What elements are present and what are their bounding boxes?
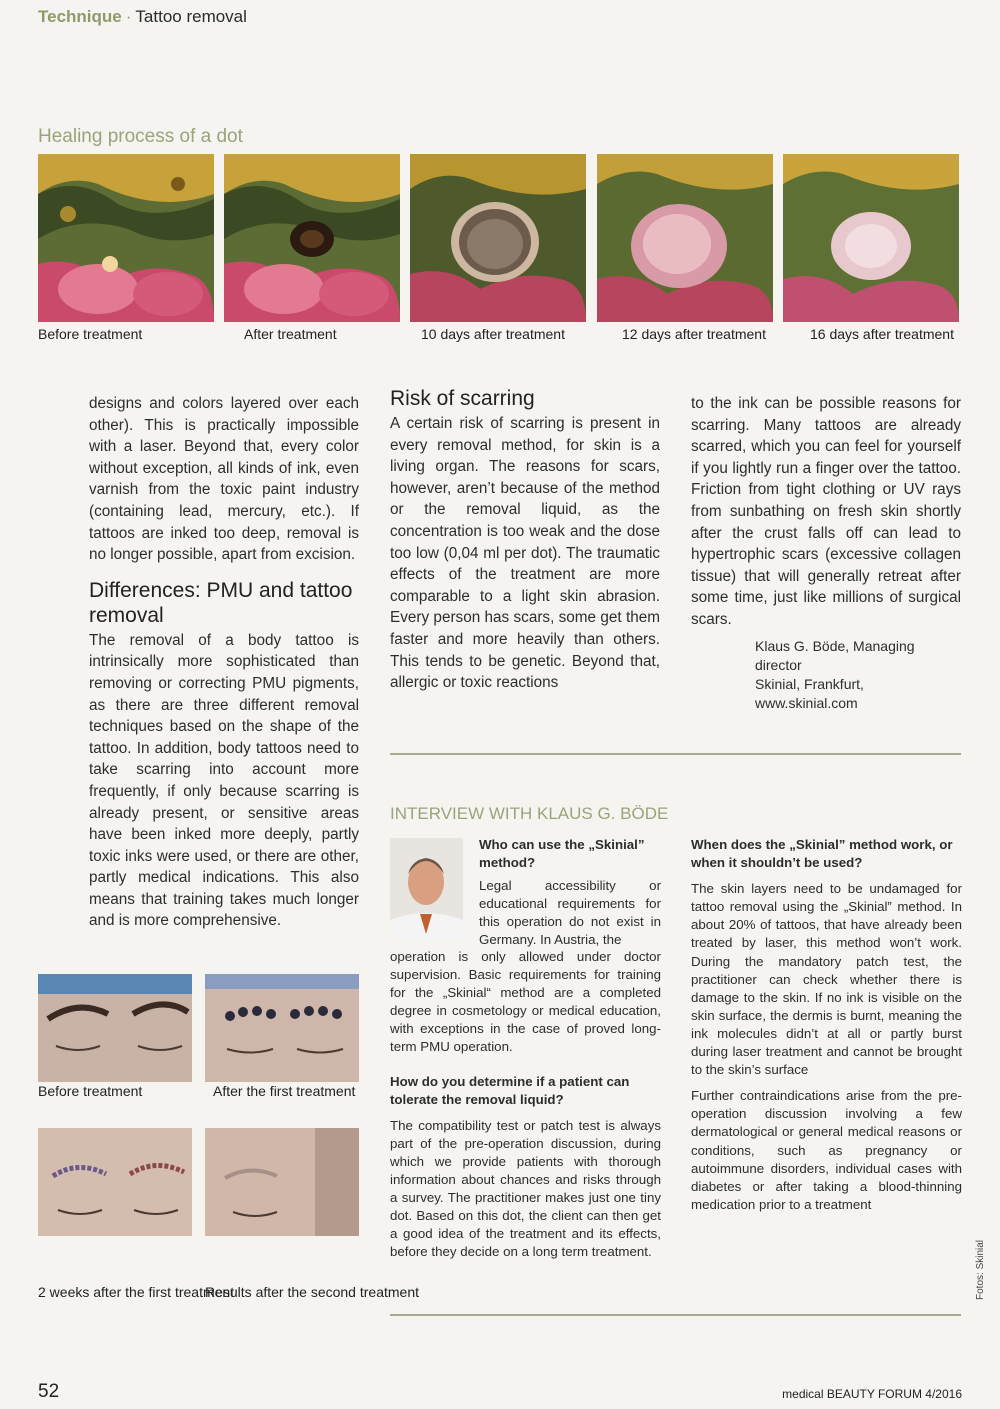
col2-paragraph-1: A certain risk of scarring is present in every removal method, for skin is a living organ. The reasons for scars, however, aren’t because of the method or the removal liquid, as the concentration is too weak and the dose too low (0,04 ml per dot). The traumatic effects of the treatment are more comparable to a light skin abrasion. Every person has scars, some get them faster and more heavily than others. This tends to be genetic. Beyond that, allergic or toxic reactions bbox=[390, 415, 660, 692]
answer-1b: operation is only allowed under doctor supervision. Basic requirements for training for the „Skinial“ method are a completed degree in cosmetology or medical education, with exceptions in the case of proved long-term PMU operation. bbox=[390, 949, 661, 1055]
question-2: How do you determine if a patient can tolerate the removal liquid? bbox=[390, 1073, 630, 1107]
brow-photo-after-first bbox=[205, 974, 359, 1082]
tattoo-photo-12days bbox=[597, 154, 773, 322]
section-label: Technique bbox=[38, 7, 122, 26]
answer-4: Further contraindications arise from the pre-operation discussion involving a few dermatological or general medical reasons or conditions, such as pregnancy or autoimmune disorders, individual cases with diabetes or after taking a blood-thinning medication prior to a treatment bbox=[691, 1088, 962, 1212]
brow-photo-before bbox=[38, 974, 192, 1082]
tattoo-photo-16days bbox=[783, 154, 959, 322]
header-separator: · bbox=[125, 7, 132, 26]
photo-credit: Fotos: Skinial bbox=[975, 1239, 986, 1300]
brow-caption-2weeks: 2 weeks after the first treatment bbox=[38, 1284, 235, 1300]
question-1: Who can use the „Skinial” method? bbox=[479, 837, 645, 871]
portrait-photo bbox=[390, 838, 463, 940]
column-2 bbox=[390, 386, 660, 694]
page-number: 52 bbox=[38, 1381, 60, 1402]
caption-12days: 12 days after treatment bbox=[622, 326, 766, 342]
interview-block-1-wide bbox=[390, 948, 661, 1270]
col2-heading: Risk of scarring bbox=[390, 387, 535, 410]
column-3 bbox=[691, 393, 961, 713]
column-1 bbox=[89, 393, 359, 932]
answer-2: The compatibility test or patch test is always part of the pre-operation discussion, during which we provide patients with thorough information about chances and risks through a survey. The practitioner makes just one tiny dot. Based on this dot, the client can then get a good idea of the treatment and its effects, before they decide on a long term treatment. bbox=[390, 1117, 661, 1260]
brow-photo-2weeks bbox=[38, 1128, 192, 1236]
tattoo-photo-before bbox=[38, 154, 214, 322]
col1-heading: Differences: PMU and tattoo removal bbox=[89, 578, 353, 627]
brow-caption-before: Before treatment bbox=[38, 1083, 143, 1099]
col1-paragraph-2: The removal of a body tattoo is intrinsically more sophisticated than removing or correcting PMU pigments, as there are three different removal techniques based on the shape of the tattoo. In addition, body tattoos need to take scarring into account more frequently, if only because scarring is already present, or sensitive areas have been inked more deeply, partly toxic inks were used, or there are other, partly medical indications. This also means that training takes much longer and is more comprehensive. bbox=[89, 631, 359, 930]
caption-after: After treatment bbox=[244, 326, 337, 342]
interview-block-1-narrow bbox=[479, 836, 661, 950]
tattoo-photo-after bbox=[224, 154, 400, 322]
signature-line-1: Klaus G. Böde, Managing director bbox=[755, 637, 915, 673]
answer-1a: Legal accessibility or educational requirements for this operation do not exist in Germany. In Austria, the bbox=[479, 878, 661, 948]
brow-caption-second-result: Results after the second treatment bbox=[205, 1284, 419, 1300]
signature bbox=[691, 637, 961, 713]
running-header bbox=[38, 7, 247, 27]
caption-10days: 10 days after treatment bbox=[421, 326, 565, 342]
divider-bottom bbox=[390, 1314, 961, 1316]
col1-paragraph-1: designs and colors layered over each other). This is practically impossible with a laser. Beyond that, every color without exception, all kinds of ink, even varnish from the toxic paint industry (containing lead, mercury, etc.). If tattoos are inked too deep, removal is no longer possible, apart from excision. bbox=[89, 395, 359, 564]
topic-label: Tattoo removal bbox=[135, 7, 247, 26]
caption-16days: 16 days after treatment bbox=[810, 326, 954, 342]
answer-3: The skin layers need to be undamaged for tattoo removal using the „Skinial” method. In about 20% of tattoos, that have already been treated by laser, this method won’t work. During the mandatory patch test, the practitioner can check whether there is damage to the skin. If no ink is visible on the skin surface, the dermis is burnt, meaning the ink molecules didn’t at all or partly burst during laser treatment and cannot be brought to the skin’s surface bbox=[691, 881, 962, 1078]
divider-top bbox=[390, 753, 961, 755]
interview-column-right bbox=[691, 836, 962, 1222]
brow-photo-second-result bbox=[205, 1128, 359, 1236]
caption-before: Before treatment bbox=[38, 326, 143, 342]
interview-title: INTERVIEW WITH KLAUS G. BÖDE bbox=[390, 804, 669, 823]
brow-caption-after-first: After the first treatment bbox=[213, 1083, 356, 1099]
magazine-issue: medical BEAUTY FORUM 4/2016 bbox=[782, 1387, 962, 1401]
signature-line-2: Skinial, Frankfurt, www.skinial.com bbox=[755, 675, 864, 711]
tattoo-photo-10days bbox=[410, 154, 586, 322]
col3-paragraph-1: to the ink can be possible reasons for scarring. Many tattoos are already scarred, which you can feel for yourself if you lightly run a finger over the tattoo. Friction from tight clothing or UV rays from sunbathing on fresh skin shortly after the crust falls off can lead to hypertrophic scars (excessive collagen tissue) that will generally retreat after some time, just like millions of surgical scars. bbox=[691, 395, 961, 628]
healing-title: Healing process of a dot bbox=[38, 126, 243, 147]
question-3: When does the „Skinial” method work, or when it shouldn’t be used? bbox=[691, 837, 953, 871]
